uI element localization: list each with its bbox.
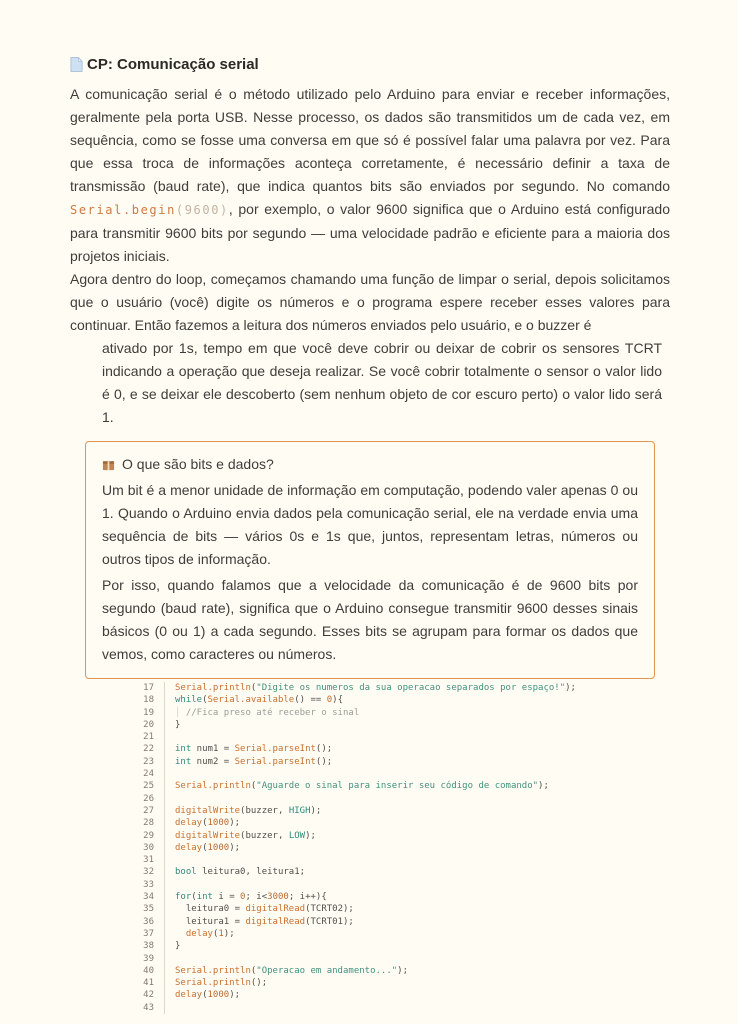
code-line-text <box>164 989 240 1001</box>
code-token: leitura0, leitura1; <box>196 867 306 878</box>
code-token: Serial.println <box>175 978 251 989</box>
code-token: int <box>196 892 213 903</box>
code-line <box>134 903 576 915</box>
code-line-number: 18 <box>143 695 154 706</box>
code-token: ); <box>305 830 316 841</box>
code-line-number: 43 <box>143 1002 154 1013</box>
code-line-number: 34 <box>143 892 154 903</box>
callout-box <box>85 441 655 679</box>
code-line-number: 19 <box>143 707 154 718</box>
code-token: for <box>175 892 192 903</box>
code-token: Serial.parseInt <box>234 756 316 767</box>
code-line <box>134 743 576 755</box>
code-line-text <box>164 916 354 928</box>
code-line-number: 41 <box>143 978 154 989</box>
code-token: (); <box>250 978 268 989</box>
code-line-number: 40 <box>143 965 154 976</box>
code-token: //Fica preso até receber o sinal <box>185 707 360 718</box>
code-line-number: 39 <box>143 953 154 964</box>
code-token: (buzzer, <box>240 805 289 816</box>
code-line-text <box>164 879 180 891</box>
code-line-text <box>164 707 359 719</box>
code-token: digitalWrite <box>175 830 241 841</box>
callout-paragraph-2: Por isso, quando falamos que a velocidade da comunicação é de 9600 bits por segundo (baud rate), significa que o Arduino consegue transmitir 9600 desses sinais básicos (0 ou 1) a cada segundo. Esses bits se agrupam para formar os dados que vemos, como caracteres ou números. <box>102 577 638 662</box>
code-line <box>134 768 576 780</box>
code-token: ( <box>202 695 208 706</box>
code-line <box>134 854 576 866</box>
code-line-text <box>164 756 332 768</box>
code-token: ( <box>202 842 208 853</box>
code-line-text <box>164 694 343 706</box>
code-token: 3000 <box>267 892 289 903</box>
code-token: "Digite os numeros da sua operacao separados por espaço!" <box>256 683 566 693</box>
code-line-text <box>164 1002 180 1014</box>
code-line-number: 28 <box>143 818 154 829</box>
code-token: num2 = <box>191 756 235 767</box>
callout-title: O que são bits e dados? <box>122 456 274 472</box>
code-token: (); <box>315 744 333 755</box>
code-line-text <box>164 866 305 878</box>
code-token: ; i< <box>245 892 268 903</box>
code-token: } <box>175 719 181 730</box>
package-icon <box>102 458 115 471</box>
code-line <box>134 780 576 792</box>
code-line-number: 35 <box>143 904 154 915</box>
code-token: () == <box>294 695 327 706</box>
callout-paragraph-1: Um bit é a menor unidade de informação em computação, podendo valer apenas 0 ou 1. Quando o Arduino envia dados pela comunicação serial, ele na verdade envia uma sequência de bits — vários 0s e 1s que, juntos, representam letras, números ou outros tipos de informação. <box>102 482 638 567</box>
code-line <box>134 707 576 719</box>
code-token: ( <box>212 928 219 939</box>
code-token: ); <box>538 781 549 792</box>
code-line <box>134 805 576 817</box>
code-line <box>134 940 576 952</box>
intro-text-after: , por exemplo, o valor 9600 significa que o Arduino está configurado para transmitir 9600 bits por segundo — uma velocidade padrão e eficiente para a maioria dos projetos iniciais. <box>70 201 670 264</box>
code-lines <box>134 682 576 1014</box>
loop-paragraph <box>70 268 670 429</box>
code-token: i = <box>212 892 241 903</box>
code-line-text <box>164 854 180 866</box>
code-token: ){ <box>332 695 343 706</box>
code-token: 1000 <box>207 818 230 829</box>
inline-code-argument: (9600) <box>175 203 229 217</box>
code-line-number: 36 <box>143 916 154 927</box>
code-line-number: 42 <box>143 990 154 1001</box>
code-token: ); <box>229 990 241 1001</box>
code-line <box>134 916 576 928</box>
code-token: ( <box>250 965 257 976</box>
code-token: LOW <box>288 830 306 841</box>
code-token: num1 = <box>191 744 235 755</box>
code-token: delay <box>175 818 203 829</box>
code-line-number: 23 <box>143 756 154 767</box>
code-token: digitalRead <box>245 916 306 927</box>
code-token: int <box>175 756 192 767</box>
code-token: digitalRead <box>245 904 306 915</box>
code-token: } <box>175 941 181 952</box>
code-token: 1000 <box>207 990 230 1001</box>
code-token: (TCRT02); <box>305 904 354 915</box>
code-token: Serial.println <box>175 683 251 693</box>
code-line <box>134 842 576 854</box>
code-token: "Aguarde o sinal para inserir seu código de comando" <box>256 781 539 792</box>
code-line-number: 29 <box>143 830 154 841</box>
code-line-text <box>164 830 316 842</box>
code-token: Serial.println <box>175 781 251 792</box>
code-line-text <box>164 793 180 805</box>
loop-paragraph-indented: ativado por 1s, tempo em que você deve cobrir ou deixar de cobrir os sensores TCRT indicando a operação que deseja realizar. Se você cobrir totalmente o sensor o valor lido é 0, e se deixar ele descoberto (sem nenhum objeto de cor escuro perto) o valor lido será 1. <box>102 340 662 425</box>
code-line-number: 20 <box>143 719 154 730</box>
code-line-text <box>164 928 235 940</box>
code-line <box>134 817 576 829</box>
code-line <box>134 719 576 731</box>
code-line-number: 31 <box>143 855 154 866</box>
code-token: 1000 <box>207 842 230 853</box>
code-token: ( <box>250 683 257 693</box>
code-token: ); <box>310 805 322 816</box>
code-token: bool <box>175 867 197 878</box>
code-token: (buzzer, <box>240 830 289 841</box>
code-line-number: 22 <box>143 744 154 755</box>
code-token: digitalWrite <box>175 805 241 816</box>
code-line <box>134 977 576 989</box>
document-icon <box>70 57 83 72</box>
code-line-number: 25 <box>143 781 154 792</box>
code-line-text <box>164 780 549 792</box>
code-line <box>134 965 576 977</box>
code-line-number: 17 <box>143 683 154 693</box>
code-token: (TCRT01); <box>305 916 354 927</box>
code-line <box>134 953 576 965</box>
code-token: ( <box>202 818 208 829</box>
code-token: (); <box>315 756 333 767</box>
code-token: "Operacao em andamento..." <box>256 965 398 976</box>
code-line-text <box>164 891 327 903</box>
inline-code <box>70 203 229 217</box>
code-token: Serial.available <box>207 695 295 706</box>
code-line-text <box>164 953 180 965</box>
code-line <box>134 756 576 768</box>
code-line-text <box>164 719 180 731</box>
code-token: Serial.println <box>175 965 251 976</box>
code-token: leitura1 = <box>175 916 246 927</box>
code-line <box>134 793 576 805</box>
code-token: ); <box>397 965 409 976</box>
intro-paragraph <box>70 83 670 268</box>
code-line-text <box>164 842 240 854</box>
code-token: delay <box>175 842 203 853</box>
code-line-text <box>164 903 354 915</box>
code-line-number: 32 <box>143 867 154 878</box>
code-line-text <box>164 977 267 989</box>
code-line-number: 38 <box>143 941 154 952</box>
code-token: ); <box>223 928 235 939</box>
code-token: HIGH <box>288 805 311 816</box>
code-line-number: 30 <box>143 842 154 853</box>
code-line-text <box>164 743 332 755</box>
code-token: delay <box>185 928 213 939</box>
code-token: ; i++){ <box>288 892 327 903</box>
code-token: Serial.parseInt <box>234 744 316 755</box>
code-line <box>134 866 576 878</box>
code-token: int <box>175 744 192 755</box>
code-token: ); <box>229 818 241 829</box>
code-token: ); <box>565 683 576 693</box>
code-token: ( <box>191 892 197 903</box>
loop-paragraph-main: Agora dentro do loop, começamos chamando uma função de limpar o serial, depois solicitamos que o usuário (você) digite os números e o programa espere receber esses valores para continuar. Então fazemos a leitura dos números enviados pelo usuário, e o buzzer é <box>70 271 670 333</box>
code-token: ); <box>229 842 241 853</box>
code-line <box>134 682 576 694</box>
code-token: ( <box>250 781 257 792</box>
section-heading <box>70 56 259 73</box>
code-token: while <box>175 695 203 706</box>
code-line <box>134 891 576 903</box>
code-line <box>134 830 576 842</box>
code-token: delay <box>175 990 203 1001</box>
inline-code-function: Serial.begin <box>70 203 176 217</box>
code-line <box>134 731 576 743</box>
code-line-text <box>164 817 240 829</box>
code-line-text <box>164 768 180 780</box>
code-line-number: 27 <box>143 805 154 816</box>
code-token <box>175 929 186 939</box>
code-line <box>134 989 576 1001</box>
code-line-text <box>164 682 576 694</box>
code-token: ( <box>202 990 208 1001</box>
code-token: 1 <box>218 928 224 939</box>
code-line-number: 26 <box>143 793 154 804</box>
code-token: leitura0 = <box>175 904 246 915</box>
code-line-text <box>164 805 321 817</box>
code-line-text <box>164 965 408 977</box>
code-line-number: 33 <box>143 879 154 890</box>
code-line-number: 21 <box>143 732 154 743</box>
code-block <box>134 682 576 1014</box>
code-line-number: 37 <box>143 928 154 939</box>
code-line-text <box>164 731 180 743</box>
code-token: 0 <box>326 695 333 706</box>
code-line <box>134 1002 576 1014</box>
intro-text-before: A comunicação serial é o método utilizado pelo Arduino para enviar e receber informações, geralmente pela porta USB. Nesse processo, os dados são transmitidos um de cada vez, em sequência, como se fosse uma conversa em que só é possível falar uma palavra por vez. Para que essa troca de informações aconteça corretamente, é necessário definir a taxa de transmissão (baud rate), que indica quantos bits são enviados por segundo. No comando <box>70 86 670 194</box>
code-line <box>134 879 576 891</box>
code-token: │ <box>175 707 186 718</box>
callout-title-row <box>102 453 638 476</box>
code-line <box>134 694 576 706</box>
code-line-number: 24 <box>143 769 154 780</box>
code-token: 0 <box>240 892 246 903</box>
code-line <box>134 928 576 940</box>
page-title: CP: Comunicação serial <box>87 56 259 73</box>
code-line-text <box>164 940 180 952</box>
